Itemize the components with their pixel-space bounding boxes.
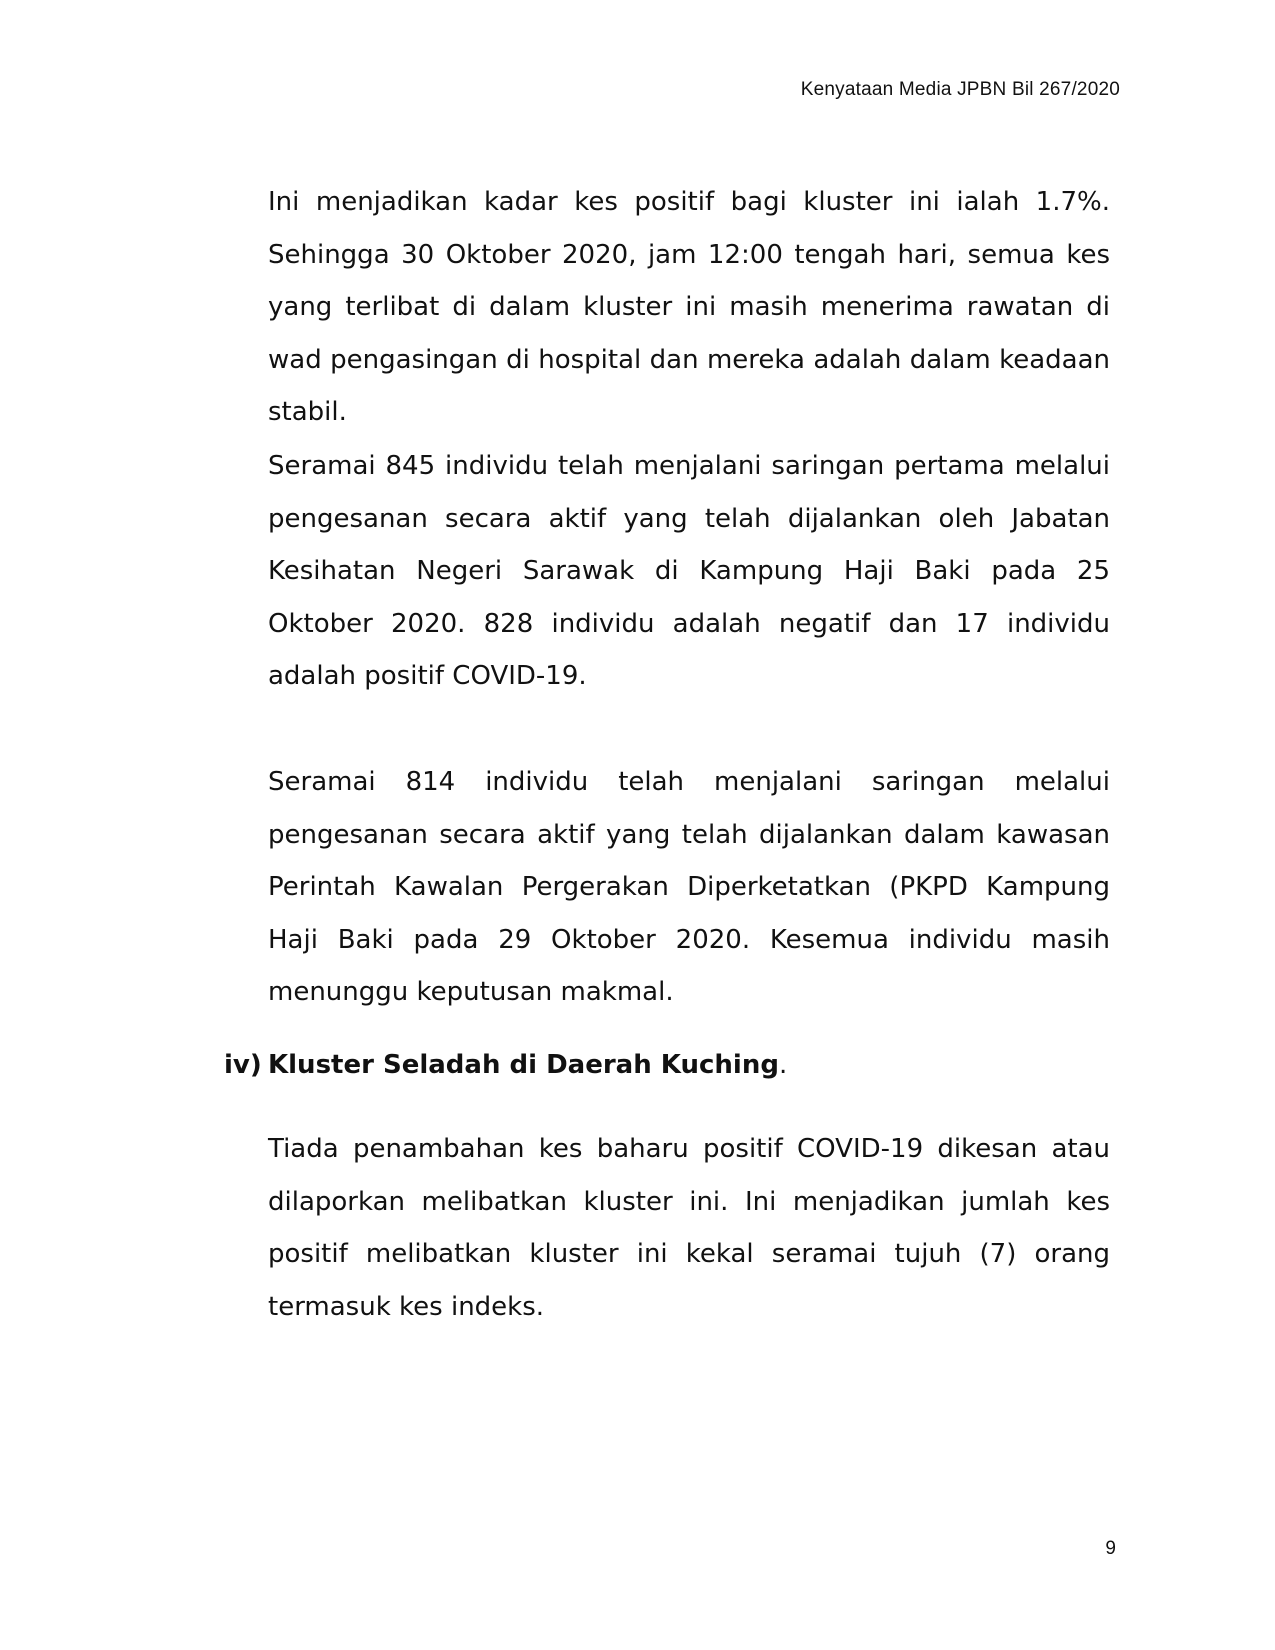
section-title-period: . bbox=[778, 1050, 788, 1080]
section-title: Kluster Seladah di Daerah Kuching bbox=[268, 1050, 779, 1080]
paragraph-pkpd-screening: Seramai 814 individu telah menjalani saringan melalui pengesanan secara aktif yang telah dijalankan dalam kawasan Perintah Kawalan Pergerakan Diperketatkan (PKPD Kampung Haji Baki pada 29 Oktober 2020. Kesemua individu masih menunggu keputusan makmal. bbox=[268, 767, 1110, 1007]
paragraph-positive-rate: Ini menjadikan kadar kes positif bagi kluster ini ialah 1.7%. Sehingga 30 Oktober 2020, jam 12:00 tengah hari, semua kes yang terlibat di dalam kluster ini masih menerima rawatan di wad pengasingan di hospital dan mereka adalah dalam keadaan stabil. bbox=[268, 187, 1110, 427]
paragraph-seladah-cluster: Tiada penambahan kes baharu positif COVID-19 dikesan atau dilaporkan melibatkan kluster ini. Ini menjadikan jumlah kes positif melibatkan kluster ini kekal seramai tujuh (7) orang termasuk kes indeks. bbox=[268, 1134, 1110, 1322]
page-number: 9 bbox=[1105, 1538, 1116, 1559]
section-heading bbox=[224, 1045, 787, 1085]
section-number: iv) bbox=[224, 1050, 262, 1080]
paragraph-first-screening: Seramai 845 individu telah menjalani saringan pertama melalui pengesanan secara aktif yang telah dijalankan oleh Jabatan Kesihatan Negeri Sarawak di Kampung Haji Baki pada 25 Oktober 2020. 828 individu adalah negatif dan 17 individu adalah positif COVID-19. bbox=[268, 451, 1110, 691]
running-header: Kenyataan Media JPBN Bil 267/2020 bbox=[800, 79, 1120, 100]
